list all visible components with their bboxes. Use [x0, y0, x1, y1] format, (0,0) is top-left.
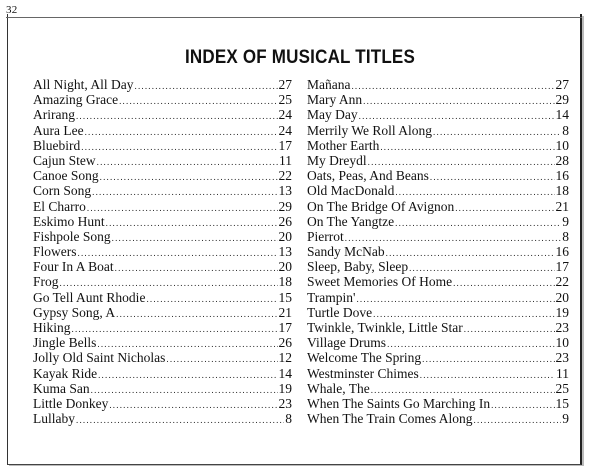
index-entry	[33, 274, 292, 289]
dot-leader	[106, 216, 278, 231]
dot-leader	[395, 216, 561, 231]
index-entry	[33, 320, 292, 335]
entry-title: Corn Song	[33, 183, 92, 199]
header-rule	[6, 17, 582, 18]
entry-page-number: 25	[278, 92, 292, 108]
dot-leader	[115, 261, 278, 276]
dot-leader	[97, 155, 278, 170]
entry-title: El Charro	[33, 198, 86, 214]
entry-page-number: 11	[279, 152, 292, 168]
index-entry	[307, 77, 569, 92]
entry-title: Eskimo Hunt	[33, 213, 105, 229]
entry-title: All Night, All Day	[33, 77, 134, 92]
entry-title: Sweet Memories Of Home	[307, 274, 453, 290]
entry-page-number: 18	[555, 183, 569, 199]
entry-page-number: 8	[285, 411, 292, 427]
index-entry	[307, 381, 569, 396]
index-entry	[33, 350, 292, 365]
entry-page-number: 29	[555, 92, 569, 108]
index-entry	[33, 335, 292, 350]
entry-page-number: 29	[278, 198, 292, 214]
dot-leader	[76, 109, 278, 124]
entry-page-number: 9	[562, 213, 569, 229]
entry-page-number: 11	[556, 365, 569, 381]
entry-title: Kayak Ride	[33, 365, 98, 381]
dot-leader	[420, 368, 555, 383]
entry-page-number: 26	[278, 335, 292, 351]
index-entry	[33, 259, 292, 274]
entry-page-number: 26	[278, 213, 292, 229]
index-entry	[307, 153, 569, 168]
entry-page-number: 22	[278, 168, 292, 184]
entry-title: Aura Lee	[33, 122, 84, 138]
entry-title: Flowers	[33, 244, 77, 260]
index-entry	[307, 107, 569, 122]
entry-title: Kuma San	[33, 380, 90, 396]
entry-title: Bluebird	[33, 137, 81, 153]
index-entry	[33, 183, 292, 198]
dot-leader	[491, 398, 554, 413]
index-entry	[307, 168, 569, 183]
dot-leader	[100, 170, 278, 185]
dot-leader	[363, 94, 554, 109]
index-entry	[307, 92, 569, 107]
index-entry	[33, 199, 292, 214]
index-entry	[33, 381, 292, 396]
entry-page-number: 17	[278, 320, 292, 335]
index-entry	[33, 92, 292, 107]
entry-title: Fishpole Song	[33, 228, 111, 244]
entry-page-number: 24	[278, 107, 292, 123]
dot-leader	[474, 413, 562, 428]
entry-page-number: 17	[555, 259, 569, 275]
entry-title: My Dreydl	[307, 152, 367, 168]
index-entry	[33, 107, 292, 122]
entry-page-number: 21	[278, 304, 292, 320]
index-entry	[33, 214, 292, 229]
index-entry	[33, 123, 292, 138]
index-column-left	[33, 77, 292, 426]
entry-page-number: 20	[278, 228, 292, 244]
entry-title: Lullaby	[33, 411, 75, 427]
entry-page-number: 10	[555, 137, 569, 153]
dot-leader	[455, 201, 554, 216]
index-entry	[307, 290, 569, 305]
index-entry	[307, 366, 569, 381]
index-entry	[307, 123, 569, 138]
index-entry	[307, 138, 569, 153]
entry-title: Trampin'	[307, 289, 356, 305]
index-entry	[307, 320, 569, 335]
entry-page-number: 17	[278, 137, 292, 153]
entry-title: Twinkle, Twinkle, Little Star	[307, 320, 463, 335]
dot-leader	[98, 368, 277, 383]
dot-leader	[85, 125, 278, 140]
entry-page-number: 20	[278, 259, 292, 275]
entry-page-number: 16	[555, 244, 569, 260]
dot-leader	[72, 322, 278, 337]
entry-page-number: 13	[278, 183, 292, 199]
dot-leader	[356, 292, 554, 307]
index-entry	[33, 396, 292, 411]
dot-leader	[119, 94, 277, 109]
entry-page-number: 8	[562, 228, 569, 244]
entry-page-number: 19	[278, 380, 292, 396]
entry-page-number: 23	[555, 350, 569, 366]
entry-title: Sandy McNab	[307, 244, 385, 260]
entry-page-number: 24	[278, 122, 292, 138]
index-entry	[307, 396, 569, 411]
dot-leader	[146, 292, 277, 307]
index-entry	[307, 350, 569, 365]
index-entry	[307, 199, 569, 214]
entry-title: Village Drums	[307, 335, 387, 351]
entry-title: Mañana	[307, 77, 351, 92]
entry-page-number: 20	[555, 289, 569, 305]
dot-leader	[76, 413, 284, 428]
dot-leader	[464, 322, 555, 337]
index-entry	[307, 244, 569, 259]
dot-leader	[135, 79, 278, 94]
entry-page-number: 28	[555, 152, 569, 168]
dot-leader	[81, 140, 277, 155]
entry-title: Cajun Stew	[33, 152, 96, 168]
entry-page-number: 27	[278, 77, 292, 92]
index-entry	[33, 138, 292, 153]
dot-leader	[112, 231, 278, 246]
entry-title: When The Train Comes Along	[307, 411, 473, 427]
entry-page-number: 10	[555, 335, 569, 351]
page-title: INDEX OF MUSICAL TITLES	[184, 46, 416, 68]
entry-page-number: 9	[562, 411, 569, 427]
index-entry	[307, 259, 569, 274]
entry-title: Sleep, Baby, Sleep	[307, 259, 409, 275]
dot-leader	[430, 170, 555, 185]
entry-title: Gypsy Song, A	[33, 304, 116, 320]
entry-page-number: 14	[278, 365, 292, 381]
index-entry	[33, 168, 292, 183]
entry-title: Arirang	[33, 107, 75, 123]
entry-page-number: 21	[555, 198, 569, 214]
entry-page-number: 23	[555, 320, 569, 335]
entry-page-number: 23	[278, 395, 292, 411]
index-entry	[33, 290, 292, 305]
entry-title: Whale, The	[307, 380, 370, 396]
entry-page-number: 18	[278, 274, 292, 290]
entry-page-number: 27	[555, 77, 569, 92]
dot-leader	[433, 125, 561, 140]
entry-title: Frog	[33, 274, 59, 290]
dot-leader	[87, 201, 278, 216]
dot-leader	[166, 352, 277, 367]
index-entry	[307, 183, 569, 198]
index-entry	[307, 335, 569, 350]
entry-title: May Day	[307, 107, 358, 123]
index-entry	[307, 305, 569, 320]
dot-leader	[92, 185, 277, 200]
index-entry	[33, 153, 292, 168]
entry-page-number: 12	[278, 350, 292, 366]
dot-leader	[91, 383, 278, 398]
entry-title: When The Saints Go Marching In	[307, 395, 491, 411]
index-entry	[307, 214, 569, 229]
entry-page-number: 15	[555, 395, 569, 411]
entry-title: Pierrot	[307, 228, 344, 244]
entry-page-number: 19	[555, 304, 569, 320]
dot-leader	[351, 79, 554, 94]
entry-page-number: 14	[555, 107, 569, 123]
index-entry	[33, 77, 292, 92]
index-entry	[307, 411, 569, 426]
index-entry	[307, 229, 569, 244]
entry-title: Go Tell Aunt Rhodie	[33, 289, 146, 305]
entry-title: Amazing Grace	[33, 92, 119, 108]
dot-leader	[109, 398, 277, 413]
index-entry	[33, 229, 292, 244]
entry-title: Little Donkey	[33, 395, 109, 411]
index-entry	[307, 274, 569, 289]
entry-title: On The Bridge Of Avignon	[307, 198, 455, 214]
entry-title: Merrily We Roll Along	[307, 122, 433, 138]
entry-page-number: 22	[555, 274, 569, 290]
entry-title: Four In A Boat	[33, 259, 114, 275]
entry-title: On The Yangtze	[307, 213, 395, 229]
entry-title: Oats, Peas, And Beans	[307, 168, 429, 184]
entry-page-number: 15	[278, 289, 292, 305]
entry-title: Turtle Dove	[307, 304, 373, 320]
entry-title: Mother Earth	[307, 137, 380, 153]
index-column-right	[307, 77, 569, 426]
entry-title: Hiking	[33, 320, 71, 335]
dot-leader	[422, 352, 554, 367]
index-entry	[33, 244, 292, 259]
page-number: 32	[6, 4, 18, 16]
entry-title: Canoe Song	[33, 168, 99, 184]
entry-title: Westminster Chimes	[307, 365, 419, 381]
entry-title: Jingle Bells	[33, 335, 97, 351]
dot-leader	[380, 140, 554, 155]
entry-title: Jolly Old Saint Nicholas	[33, 350, 166, 366]
entry-page-number: 25	[555, 380, 569, 396]
index-entry	[33, 305, 292, 320]
index-entry	[33, 366, 292, 381]
entry-page-number: 16	[555, 168, 569, 184]
entry-page-number: 8	[562, 122, 569, 138]
dot-leader	[116, 307, 277, 322]
entry-title: Welcome The Spring	[307, 350, 422, 366]
dot-leader	[386, 246, 555, 261]
dot-leader	[453, 276, 554, 291]
entry-title: Old MacDonald	[307, 183, 395, 199]
entry-page-number: 13	[278, 244, 292, 260]
entry-title: Mary Ann	[307, 92, 363, 108]
index-entry	[33, 411, 292, 426]
